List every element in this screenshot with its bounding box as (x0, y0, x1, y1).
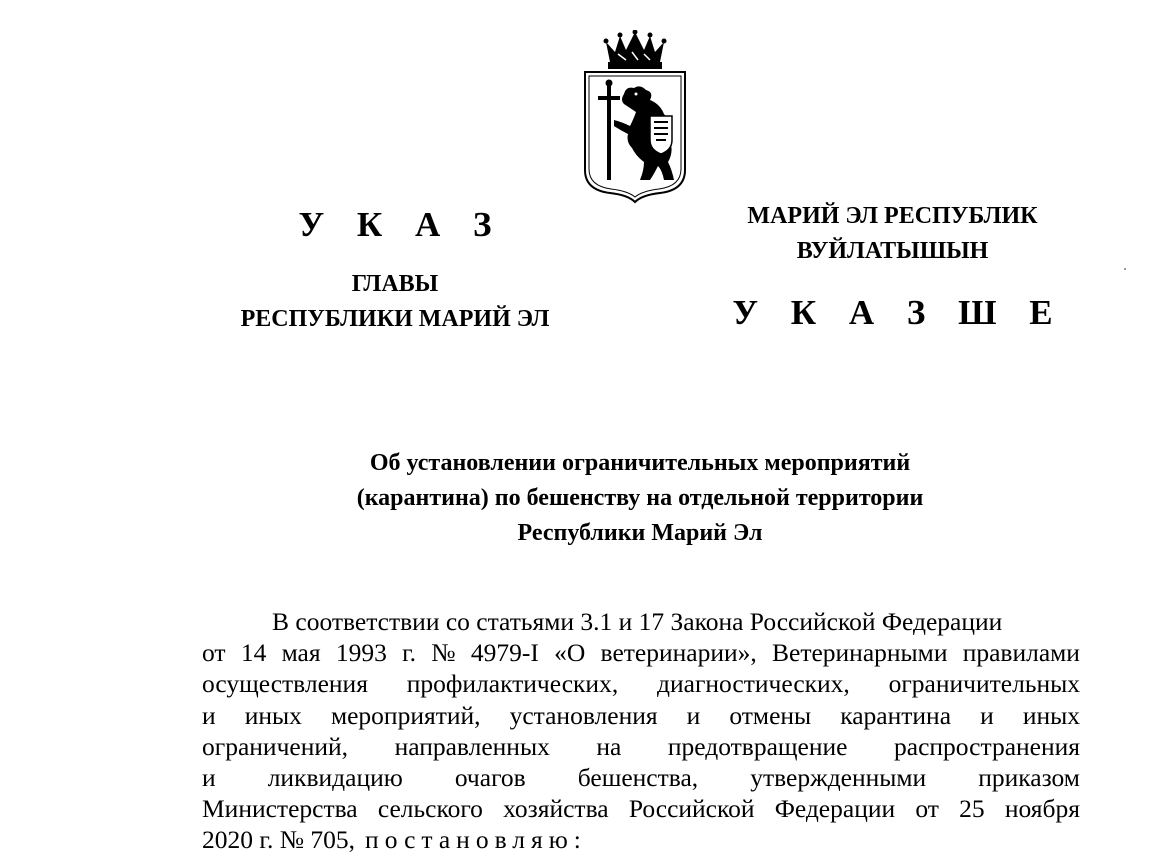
body-line: В соответствии со статьями 3.1 и 17 Закона Российской Федерации (272, 607, 1003, 636)
body-word: установления (509, 700, 658, 730)
body-line-last (202, 824, 1080, 855)
decree-title-russian: У К А З (298, 205, 504, 244)
body-word: утвержденными (750, 763, 927, 793)
body-word: ноября (1004, 794, 1080, 824)
issuer-line-1: ГЛАВЫ (351, 271, 439, 297)
body-word: ликвидацию (267, 763, 403, 793)
body-word: Российской (628, 794, 755, 824)
body-word: от (202, 638, 226, 668)
body-word: ветеринарии», (600, 638, 757, 668)
body-word: Федерации (774, 794, 896, 824)
body-word: Министерства (202, 794, 358, 824)
body-word: иных (244, 700, 302, 730)
body-word: и (686, 700, 701, 730)
issuer-line-2: РЕСПУБЛИКИ МАРИЙ ЭЛ (240, 306, 550, 332)
body-word: направленных (394, 731, 550, 761)
body-word: бешенства, (577, 763, 699, 793)
title-line: Об установлении ограничительных мероприятий (369, 450, 911, 476)
body-word: 14 (240, 638, 267, 668)
body-line (202, 700, 1080, 731)
coat-of-arms-icon (580, 30, 690, 205)
emblem-graphic (580, 30, 690, 205)
body-word: диагностических, (657, 669, 850, 699)
body-word: 1993 (335, 638, 387, 668)
body-word: хозяйства (503, 794, 609, 824)
body-word: приказом (978, 763, 1080, 793)
body-word: и (980, 700, 994, 730)
body-word: осуществления (202, 669, 368, 699)
body-word: и (202, 700, 216, 730)
decree-title-mari: У К А З Ш Е (732, 293, 1065, 332)
title-line: Республики Марий Эл (517, 520, 763, 546)
body-word: предотвращение (667, 731, 848, 761)
body-word: профилактических, (406, 669, 619, 699)
document-title (200, 446, 1080, 551)
body-word: от (915, 794, 939, 824)
body-word: Ветеринарными (772, 638, 948, 668)
body-line (202, 731, 1080, 762)
body-word: отмены (729, 700, 812, 730)
body-word: и (202, 763, 216, 793)
body-paragraph (202, 606, 1080, 856)
body-word: правилами (962, 638, 1080, 668)
body-word: сельского (377, 794, 483, 824)
body-word: «О (554, 638, 586, 668)
body-word: ограничений, (202, 731, 349, 761)
issuer-line-mari-1: МАРИЙ ЭЛ РЕСПУБЛИК (747, 203, 1038, 229)
body-word: г. (402, 638, 417, 668)
body-word: на (596, 731, 622, 761)
body-word: иных (1022, 700, 1080, 730)
body-line (202, 793, 1080, 824)
scan-speck (1124, 268, 1126, 270)
body-word: ограничительных (888, 669, 1080, 699)
title-line: (карантина) по бешенству на отдельной территории (356, 485, 924, 511)
decree-word: постановляю: (365, 825, 587, 855)
body-word: распространения (894, 731, 1080, 761)
body-word: 25 (959, 794, 985, 824)
body-word: карантина (840, 700, 952, 730)
issuer-line-mari-2: ВУЙЛАТЫШЫН (796, 238, 989, 264)
body-line (202, 668, 1080, 699)
body-word: очагов (454, 763, 526, 793)
body-line-text: 2020 г. № 705, (202, 825, 356, 855)
body-word: мая (281, 638, 321, 668)
body-word: мероприятий, (330, 700, 481, 730)
header-left (195, 195, 595, 337)
body-line (202, 762, 1080, 793)
body-word: № (431, 638, 456, 668)
body-word: 4979-I (470, 638, 539, 668)
body-line (202, 637, 1080, 668)
header-right (695, 195, 1090, 339)
crown-icon (604, 30, 667, 69)
